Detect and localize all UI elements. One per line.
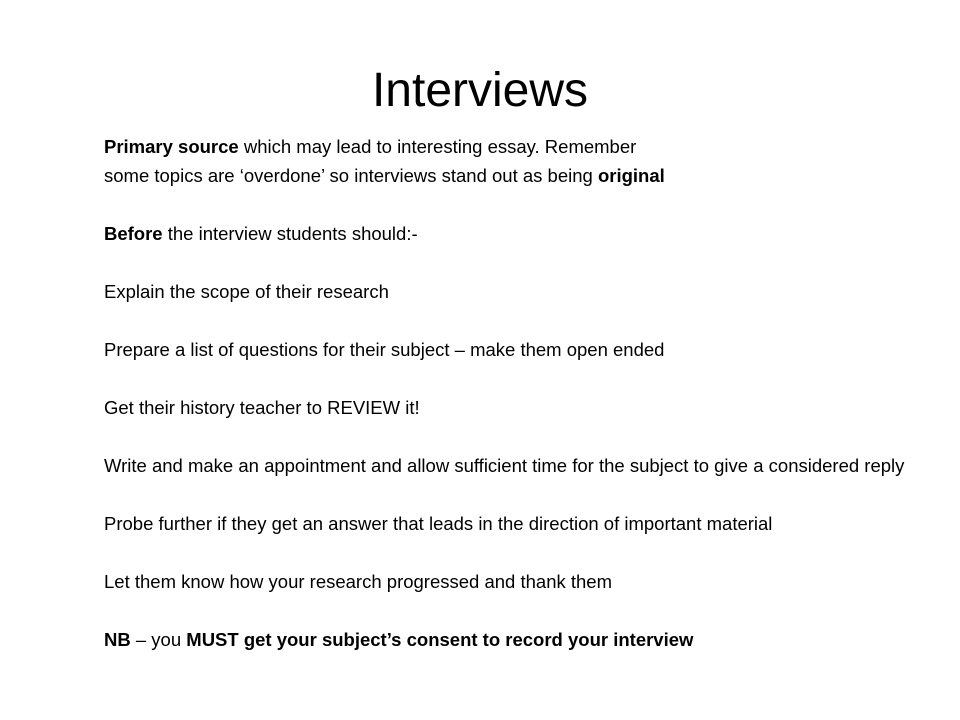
spacer: [104, 596, 924, 625]
spacer: [104, 190, 924, 219]
list-item: Let them know how your research progressed and thank them: [104, 571, 613, 592]
nb-line: [104, 625, 924, 654]
intro-bold-original: original: [597, 165, 665, 186]
nb-text: – you: [130, 629, 187, 650]
slide-body: [104, 132, 924, 654]
nb-consent-bold: MUST get your subject’s consent to record your interview: [186, 629, 694, 650]
list-item: Prepare a list of questions for their subject – make them open ended: [104, 339, 665, 360]
before-text: the interview students should:-: [162, 223, 418, 244]
spacer: [104, 538, 924, 567]
list-item: Probe further if they get an answer that leads in the direction of important material: [104, 513, 773, 534]
intro-line-1: [104, 132, 924, 161]
before-bold: Before: [104, 223, 163, 244]
spacer: [104, 480, 924, 509]
spacer: [104, 306, 924, 335]
intro-bold-primary-source: Primary source: [104, 136, 239, 157]
before-line: [104, 219, 924, 248]
list-item: Write and make an appointment and allow sufficient time for the subject to give a considered reply: [104, 455, 905, 476]
slide-title: Interviews: [371, 64, 589, 117]
list-item: Get their history teacher to REVIEW it!: [104, 397, 420, 418]
spacer: [104, 248, 924, 277]
spacer: [104, 422, 924, 451]
list-item: Explain the scope of their research: [104, 281, 389, 302]
nb-bold: NB: [104, 629, 131, 650]
spacer: [104, 364, 924, 393]
intro-text-1: which may lead to interesting essay. Remember: [238, 136, 637, 157]
intro-line-2: [104, 161, 924, 190]
intro-text-2: some topics are ‘overdone’ so interviews stand out as being: [104, 165, 598, 186]
